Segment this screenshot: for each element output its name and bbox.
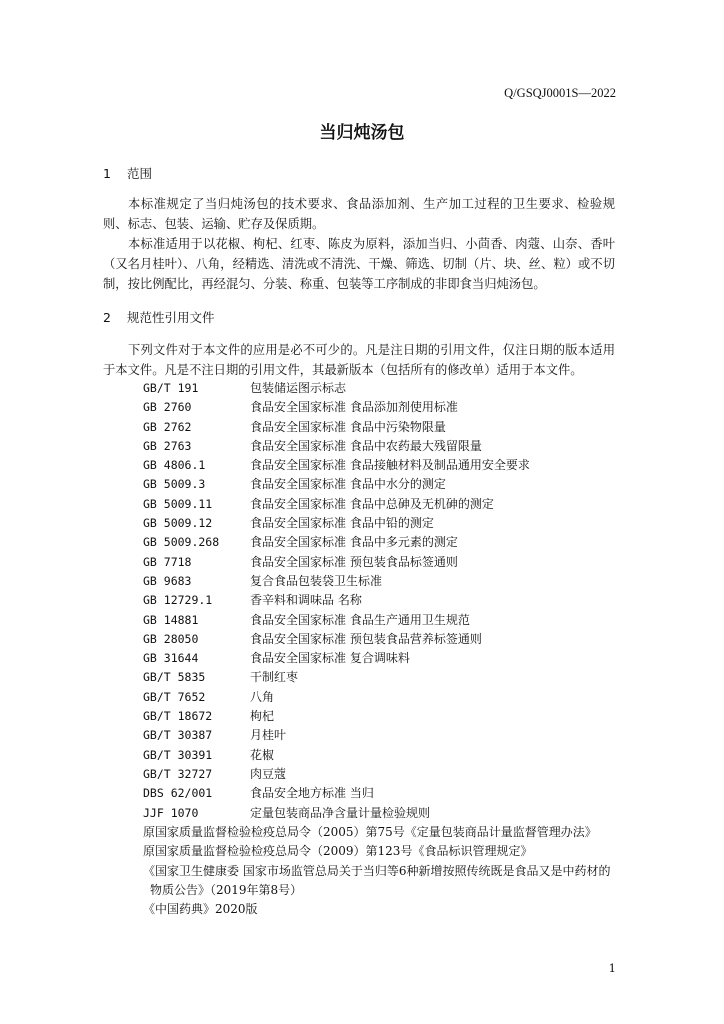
reference-name: 食品安全国家标准 食品中总砷及无机砷的测定 xyxy=(250,496,494,511)
reference-code: GB 4806.1 xyxy=(143,458,206,473)
reference-name: 食品安全国家标准 食品中污染物限量 xyxy=(250,419,446,434)
reference-name: 食品安全国家标准 食品中多元素的测定 xyxy=(250,535,458,550)
reference-code: GB 2760 xyxy=(143,400,192,415)
reference-code: GB/T 5835 xyxy=(143,670,206,685)
references-intro: 下列文件对于本文件的应用是必不可少的。凡是注日期的引用文件，仅注日期的版本适用于本文件。凡是不注日期的引用文件，其最新版本（包括所有的修改单）适用于本文件。 xyxy=(103,343,615,377)
reference-row xyxy=(143,514,623,533)
scope-paragraph-1: 本标准规定了当归炖汤包的技术要求、食品添加剂、生产加工过程的卫生要求、检验规则、标志、包装、运输、贮存及保质期。 xyxy=(103,197,615,231)
page-number: 1 xyxy=(608,961,616,975)
reference-name: 食品安全国家标准 预包装食品营养标签通则 xyxy=(250,631,482,646)
document-title: 当归炖汤包 xyxy=(319,123,405,143)
reference-code: GB 5009.268 xyxy=(143,535,220,550)
reference-code: GB 14881 xyxy=(143,612,199,627)
reference-code: GB/T 32727 xyxy=(143,766,213,781)
reference-row xyxy=(143,437,623,456)
reference-row xyxy=(143,707,623,726)
reference-name: 肉豆蔻 xyxy=(250,766,287,781)
section-title: 规范性引用文件 xyxy=(127,310,215,325)
reference-row xyxy=(143,726,623,745)
reference-row xyxy=(143,784,623,803)
reference-code: GB 9683 xyxy=(143,573,192,588)
reference-row xyxy=(143,572,623,591)
reference-row xyxy=(143,553,623,572)
reference-name: 枸杞 xyxy=(250,709,275,724)
reference-code: GB 7718 xyxy=(143,554,192,569)
reference-row xyxy=(143,649,623,668)
extra-reference: 《中国药典》2020版 xyxy=(143,902,258,917)
section-title: 范围 xyxy=(127,166,153,181)
reference-name: 花椒 xyxy=(250,747,275,762)
reference-row xyxy=(143,398,623,417)
reference-name: 食品安全国家标准 复合调味料 xyxy=(250,651,410,666)
reference-name: 食品安全国家标准 食品添加剂使用标准 xyxy=(250,400,458,415)
reference-code: GB/T 30387 xyxy=(143,728,213,743)
reference-code: GB/T 30391 xyxy=(143,747,213,762)
section-heading-scope xyxy=(103,164,152,182)
reference-code: GB 31644 xyxy=(143,651,199,666)
reference-name: 食品安全地方标准 当归 xyxy=(250,786,374,801)
reference-row xyxy=(143,765,623,784)
standard-code: Q/GSQJ0001S—2022 xyxy=(504,86,616,100)
reference-name: 定量包装商品净含量计量检验规则 xyxy=(250,805,431,820)
reference-row xyxy=(143,611,623,630)
reference-row xyxy=(143,688,623,707)
extra-reference-list xyxy=(143,823,618,919)
reference-row xyxy=(143,495,623,514)
scope-paragraph-2: 本标准适用于以花椒、枸杞、红枣、陈皮为原料，添加当归、小茴香、肉蔻、山奈、香叶（又名月桂叶）、八角，经精选、清洗或不清洗、干燥、筛选、切制（片、块、丝、粒）或不切制，按比例配比，再经混匀、分装、称重、包装等工序制成的非即食当归炖汤包。 xyxy=(103,237,615,291)
reference-code: JJF 1070 xyxy=(143,805,199,820)
reference-name: 食品安全国家标准 预包装食品标签通则 xyxy=(250,554,458,569)
reference-name: 包装储运图示标志 xyxy=(250,381,347,395)
reference-row xyxy=(143,533,623,552)
reference-row xyxy=(143,418,623,437)
extra-reference: 原国家质量监督检验检疫总局令（2009）第123号《食品标识管理规定》 xyxy=(143,844,533,859)
reference-name: 食品安全国家标准 食品中水分的测定 xyxy=(250,477,446,492)
section-number: 2 xyxy=(103,310,111,325)
reference-name: 复合食品包装袋卫生标准 xyxy=(250,573,383,588)
reference-row xyxy=(143,668,623,687)
reference-code: DBS 62/001 xyxy=(143,786,213,801)
reference-row xyxy=(143,456,623,475)
reference-code: GB/T 7652 xyxy=(143,689,206,704)
reference-name: 八角 xyxy=(250,689,275,704)
reference-code: GB 5009.11 xyxy=(143,496,213,511)
reference-code: GB 2763 xyxy=(143,438,192,453)
reference-name: 干制红枣 xyxy=(250,670,299,685)
reference-name: 月桂叶 xyxy=(250,728,287,743)
reference-row xyxy=(143,630,623,649)
reference-code: GB 5009.12 xyxy=(143,516,213,531)
reference-code: GB/T 18672 xyxy=(143,709,213,724)
reference-row xyxy=(143,746,623,765)
reference-code: GB 5009.3 xyxy=(143,477,206,492)
reference-name: 食品安全国家标准 食品中农药最大残留限量 xyxy=(250,438,482,453)
reference-name: 食品安全国家标准 食品接触材料及制品通用安全要求 xyxy=(250,458,530,473)
reference-name: 食品安全国家标准 食品中铅的测定 xyxy=(250,516,434,531)
extra-reference: 《国家卫生健康委 国家市场监管总局关于当归等6种新增按照传统既是食品又是中药材的物质公告》（2019年第8号） xyxy=(143,863,611,897)
reference-code: GB 12729.1 xyxy=(143,593,213,608)
reference-list xyxy=(143,379,623,823)
reference-row xyxy=(143,379,623,398)
reference-row xyxy=(143,804,623,823)
reference-code: GB 2762 xyxy=(143,419,192,434)
section-heading-references xyxy=(103,308,215,326)
section-number: 1 xyxy=(103,166,111,181)
extra-reference: 原国家质量监督检验检疫总局令（2005）第75号《定量包装商品计量监督管理办法》 xyxy=(143,825,597,839)
reference-name: 食品安全国家标准 食品生产通用卫生规范 xyxy=(250,612,470,627)
reference-name: 香辛料和调味品 名称 xyxy=(250,593,362,608)
reference-code: GB 28050 xyxy=(143,631,199,646)
reference-code: GB/T 191 xyxy=(143,381,199,395)
reference-row xyxy=(143,475,623,494)
reference-row xyxy=(143,591,623,610)
